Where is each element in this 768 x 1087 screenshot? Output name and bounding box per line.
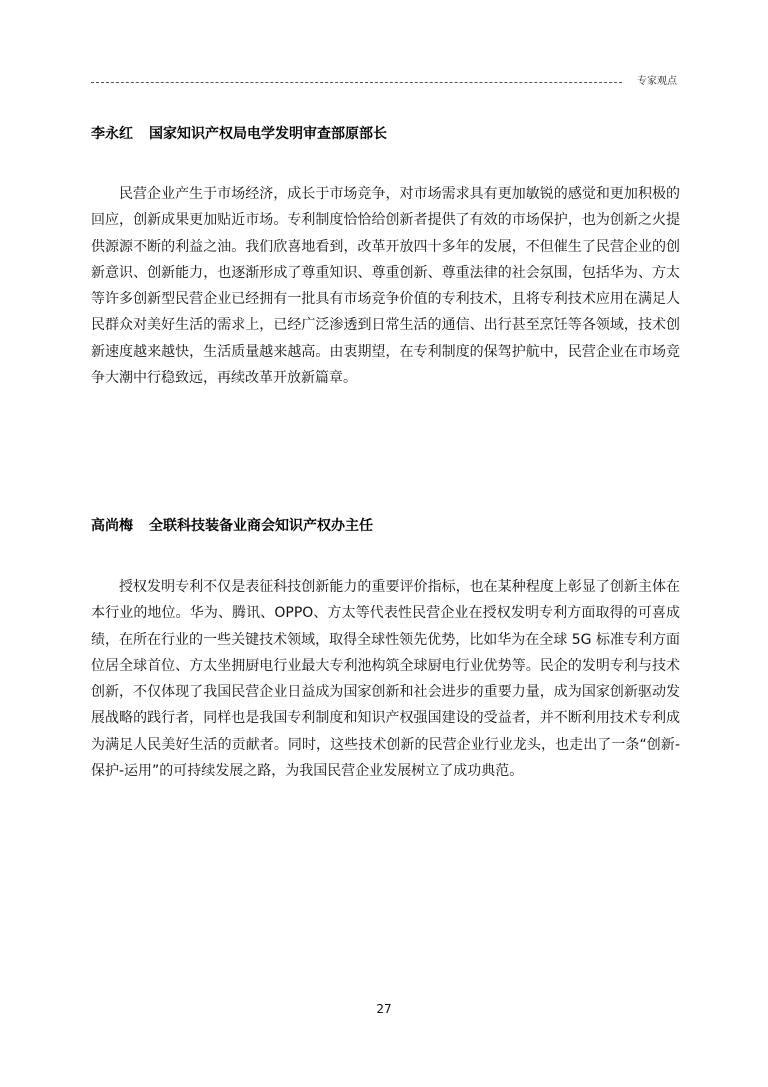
- running-header: [91, 74, 677, 90]
- expert-paragraph-2: 授权发明专利不仅是表征科技创新能力的重要评价指标，也在某种程度上彰显了创新主体在本行业的地位。华为、腾讯、OPPO、方太等代表性民营企业在授权发明专利方面取得的可喜成绩，在所在行业的一些关键技术领域，取得全球性领先优势，比如华为在全球 5G 标准专利方面位居全球首位、方太坐拥厨电行业最大专利池构筑全球厨电行业优势等。民企的发明专利与技术创新，不仅体现了我国民营企业日益成为国家创新和社会进步的重要力量，成为国家创新驱动发展战略的践行者，同样也是我国专利制度和知识产权强国建设的受益者，并不断利用技术专利成为满足人民美好生活的贡献者。同时，这些技术创新的民营企业行业龙头，也走出了一条“创新-保护-运用”的可持续发展之路，为我国民营企业发展树立了成功典范。: [91, 579, 680, 780]
- expert-title: 全联科技装备业商会知识产权办主任: [149, 518, 373, 534]
- expert-name: 李永红: [91, 126, 133, 142]
- expert-heading-2: [91, 516, 373, 536]
- expert-title: 国家知识产权局电学发明审查部原部长: [149, 126, 387, 142]
- header-dashed-rule: [91, 82, 622, 83]
- expert-heading-1: [91, 124, 387, 144]
- page-number: 27: [376, 1002, 392, 1016]
- expert-paragraph-1: 民营企业产生于市场经济，成长于市场竞争，对市场需求具有更加敏锐的感觉和更加积极的回应，创新成果更加贴近市场。专利制度恰恰给创新者提供了有效的市场保护，也为创新之火提供源源不断的利益之油。我们欣喜地看到，改革开放四十多年的发展，不但催生了民营企业的创新意识、创新能力，也逐渐形成了尊重知识、尊重创新、尊重法律的社会氛围，包括华为、方太等许多创新型民营企业已经拥有一批具有市场竞争价值的专利技术，且将专利技术应用在满足人民群众对美好生活的需求上，已经广泛渗透到日常生活的通信、出行甚至烹饪等各领域，技术创新速度越来越快，生活质量越来越高。由衷期望，在专利制度的保驾护航中，民营企业在市场竞争大潮中行稳致远，再续改革开放新篇章。: [91, 186, 680, 387]
- header-section-label: 专家观点: [637, 76, 677, 87]
- expert-name: 高尚梅: [91, 518, 133, 534]
